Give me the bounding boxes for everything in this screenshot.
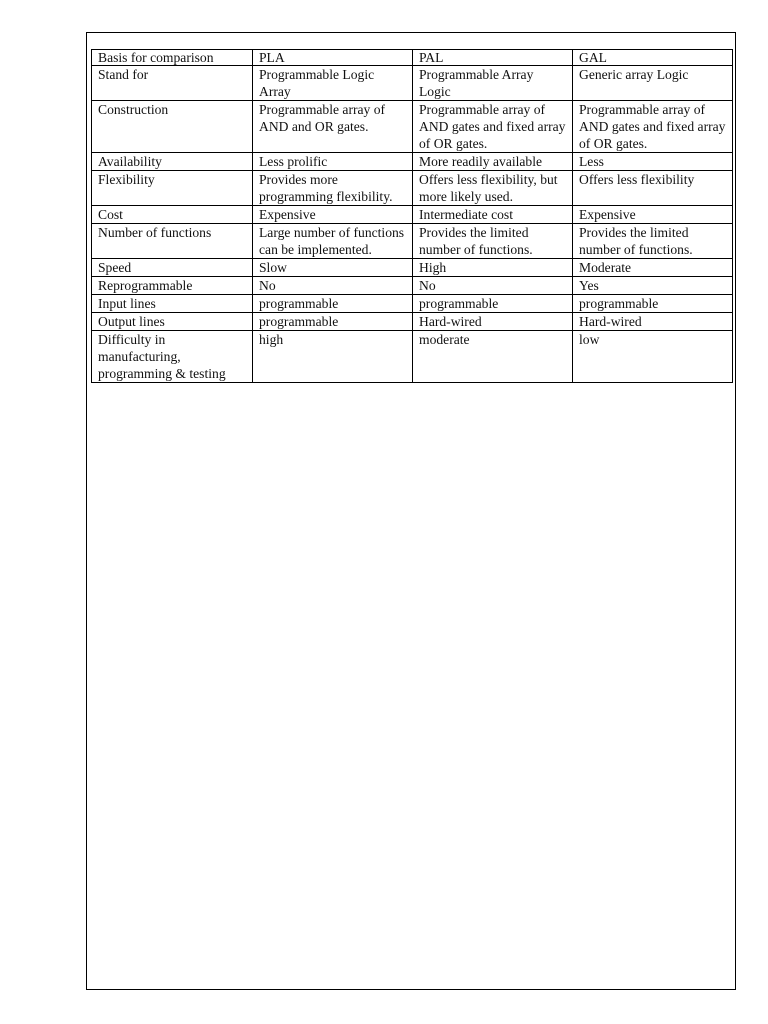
row-pal-cell: Programmable Array Logic	[413, 66, 573, 101]
row-basis-cell: Number of functions	[92, 224, 253, 259]
row-pla-cell: Large number of functions can be implemented.	[253, 224, 413, 259]
row-pal-cell: High	[413, 259, 573, 277]
row-pal-cell: Intermediate cost	[413, 206, 573, 224]
row-basis-cell: Difficulty in manufacturing, programming & testing	[92, 331, 253, 383]
table-row	[92, 295, 733, 313]
row-pla-cell: Expensive	[253, 206, 413, 224]
row-gal-cell: programmable	[573, 295, 733, 313]
row-basis-cell: Input lines	[92, 295, 253, 313]
table-header-row	[92, 50, 733, 66]
row-pla-cell: Programmable Logic Array	[253, 66, 413, 101]
header-cell-gal: GAL	[573, 50, 733, 66]
row-pal-cell: Offers less flexibility, but more likely used.	[413, 171, 573, 206]
row-pla-cell: Less prolific	[253, 153, 413, 171]
table-row	[92, 224, 733, 259]
row-basis-cell: Reprogrammable	[92, 277, 253, 295]
row-pla-cell: programmable	[253, 313, 413, 331]
header-cell-pal: PAL	[413, 50, 573, 66]
row-basis-cell: Stand for	[92, 66, 253, 101]
table-row	[92, 206, 733, 224]
row-pal-cell: moderate	[413, 331, 573, 383]
row-basis-cell: Availability	[92, 153, 253, 171]
row-pla-cell: Provides more programming flexibility.	[253, 171, 413, 206]
table-row	[92, 171, 733, 206]
row-pla-cell: Slow	[253, 259, 413, 277]
row-pal-cell: Provides the limited number of functions.	[413, 224, 573, 259]
table-row	[92, 277, 733, 295]
row-pla-cell: Programmable array of AND and OR gates.	[253, 101, 413, 153]
row-basis-cell: Construction	[92, 101, 253, 153]
row-pal-cell: More readily available	[413, 153, 573, 171]
row-gal-cell: Expensive	[573, 206, 733, 224]
table-row	[92, 313, 733, 331]
table-row	[92, 331, 733, 383]
row-basis-cell: Output lines	[92, 313, 253, 331]
row-gal-cell: Hard-wired	[573, 313, 733, 331]
header-cell-basis: Basis for comparison	[92, 50, 253, 66]
row-gal-cell: Less	[573, 153, 733, 171]
row-basis-cell: Flexibility	[92, 171, 253, 206]
row-pal-cell: No	[413, 277, 573, 295]
row-gal-cell: Provides the limited number of functions.	[573, 224, 733, 259]
comparison-table	[91, 49, 733, 383]
row-gal-cell: low	[573, 331, 733, 383]
row-gal-cell: Yes	[573, 277, 733, 295]
row-pla-cell: No	[253, 277, 413, 295]
row-gal-cell: Programmable array of AND gates and fixed array of OR gates.	[573, 101, 733, 153]
row-pal-cell: Programmable array of AND gates and fixed array of OR gates.	[413, 101, 573, 153]
row-basis-cell: Speed	[92, 259, 253, 277]
row-gal-cell: Generic array Logic	[573, 66, 733, 101]
row-gal-cell: Offers less flexibility	[573, 171, 733, 206]
row-gal-cell: Moderate	[573, 259, 733, 277]
row-pal-cell: programmable	[413, 295, 573, 313]
table-row	[92, 66, 733, 101]
table-row	[92, 259, 733, 277]
table-row	[92, 101, 733, 153]
row-pla-cell: programmable	[253, 295, 413, 313]
header-cell-pla: PLA	[253, 50, 413, 66]
row-basis-cell: Cost	[92, 206, 253, 224]
row-pla-cell: high	[253, 331, 413, 383]
table-row	[92, 153, 733, 171]
row-pal-cell: Hard-wired	[413, 313, 573, 331]
